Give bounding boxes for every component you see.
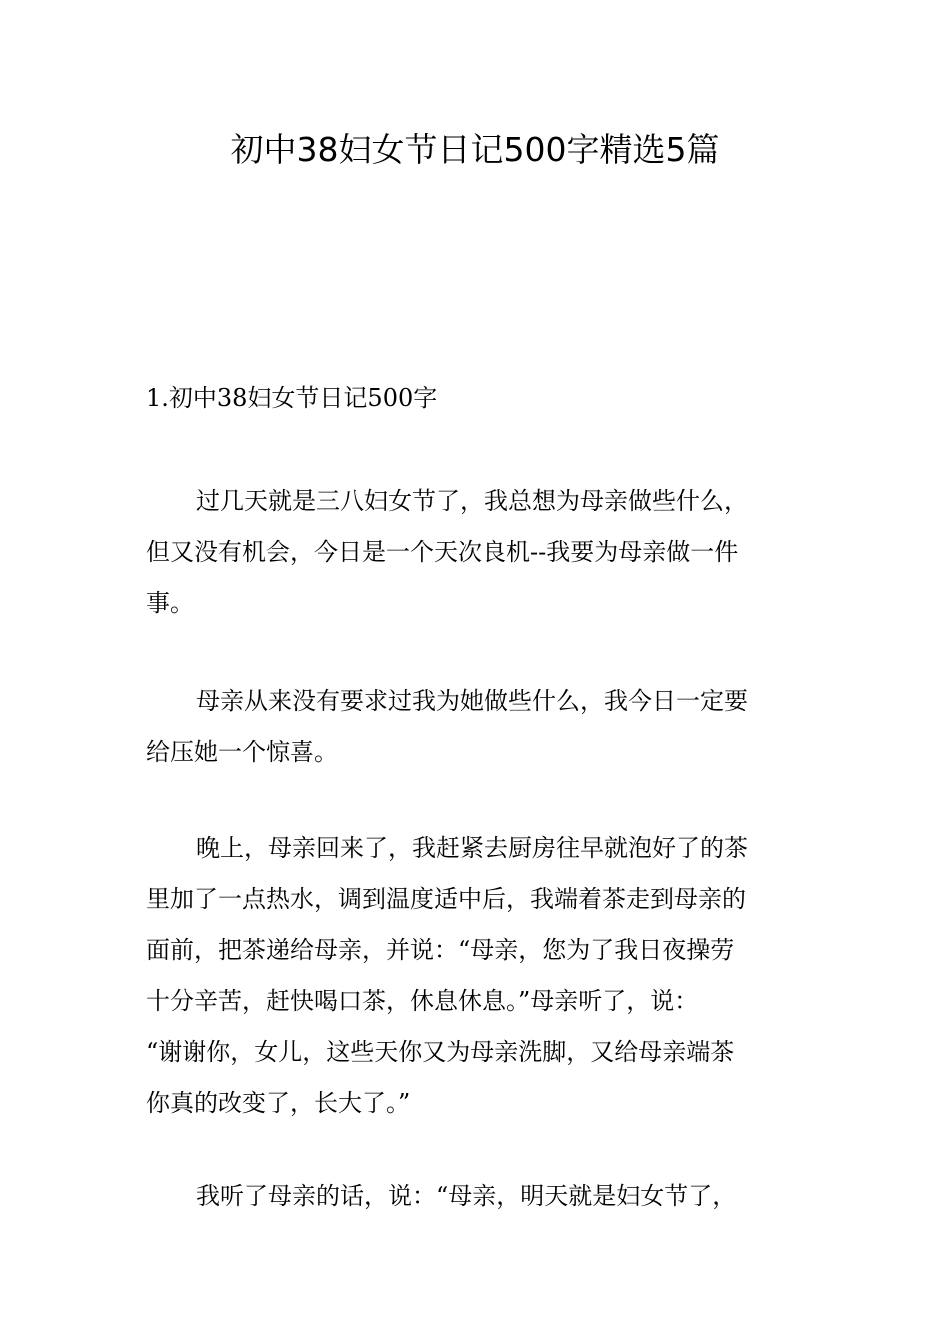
paragraph-2 bbox=[146, 676, 808, 778]
paragraph-line: 给压她一个惊喜。 bbox=[146, 738, 338, 766]
paragraph-line: 晚上，母亲回来了，我赶紧去厨房往早就泡好了的茶 bbox=[196, 834, 748, 862]
paragraph-line: 我听了母亲的话，说：“母亲，明天就是妇女节了， bbox=[196, 1182, 737, 1210]
paragraph-line: 里加了一点热水，调到温度适中后，我端着茶走到母亲的 bbox=[146, 885, 746, 913]
paragraph-line: 母亲从来没有要求过我为她做些什么，我今日一定要 bbox=[196, 687, 748, 715]
paragraph-line: 但又没有机会，今日是一个天次良机--我要为母亲做一件 bbox=[146, 538, 739, 566]
paragraph-line: 十分辛苦，赶快喝口茶，休息休息。”母亲听了，说： bbox=[146, 987, 699, 1015]
paragraph-line: “谢谢你，女儿，这些天你又为母亲洗脚，又给母亲端茶 bbox=[146, 1038, 735, 1066]
document-title: 初中38妇女节日记500字精选5篇 bbox=[230, 130, 720, 169]
paragraph-line: 你真的改变了，长大了。” bbox=[146, 1089, 411, 1117]
paragraph-line: 事。 bbox=[146, 589, 194, 617]
paragraph-1 bbox=[146, 476, 808, 629]
paragraph-line: 面前，把茶递给母亲，并说：“母亲，您为了我日夜操劳 bbox=[146, 936, 735, 964]
paragraph-4 bbox=[146, 1171, 808, 1222]
section-heading: 1.初中38妇女节日记500字 bbox=[146, 384, 438, 412]
paragraph-3 bbox=[146, 823, 808, 1129]
paragraph-line: 过几天就是三八妇女节了，我总想为母亲做些什么， bbox=[196, 487, 748, 515]
